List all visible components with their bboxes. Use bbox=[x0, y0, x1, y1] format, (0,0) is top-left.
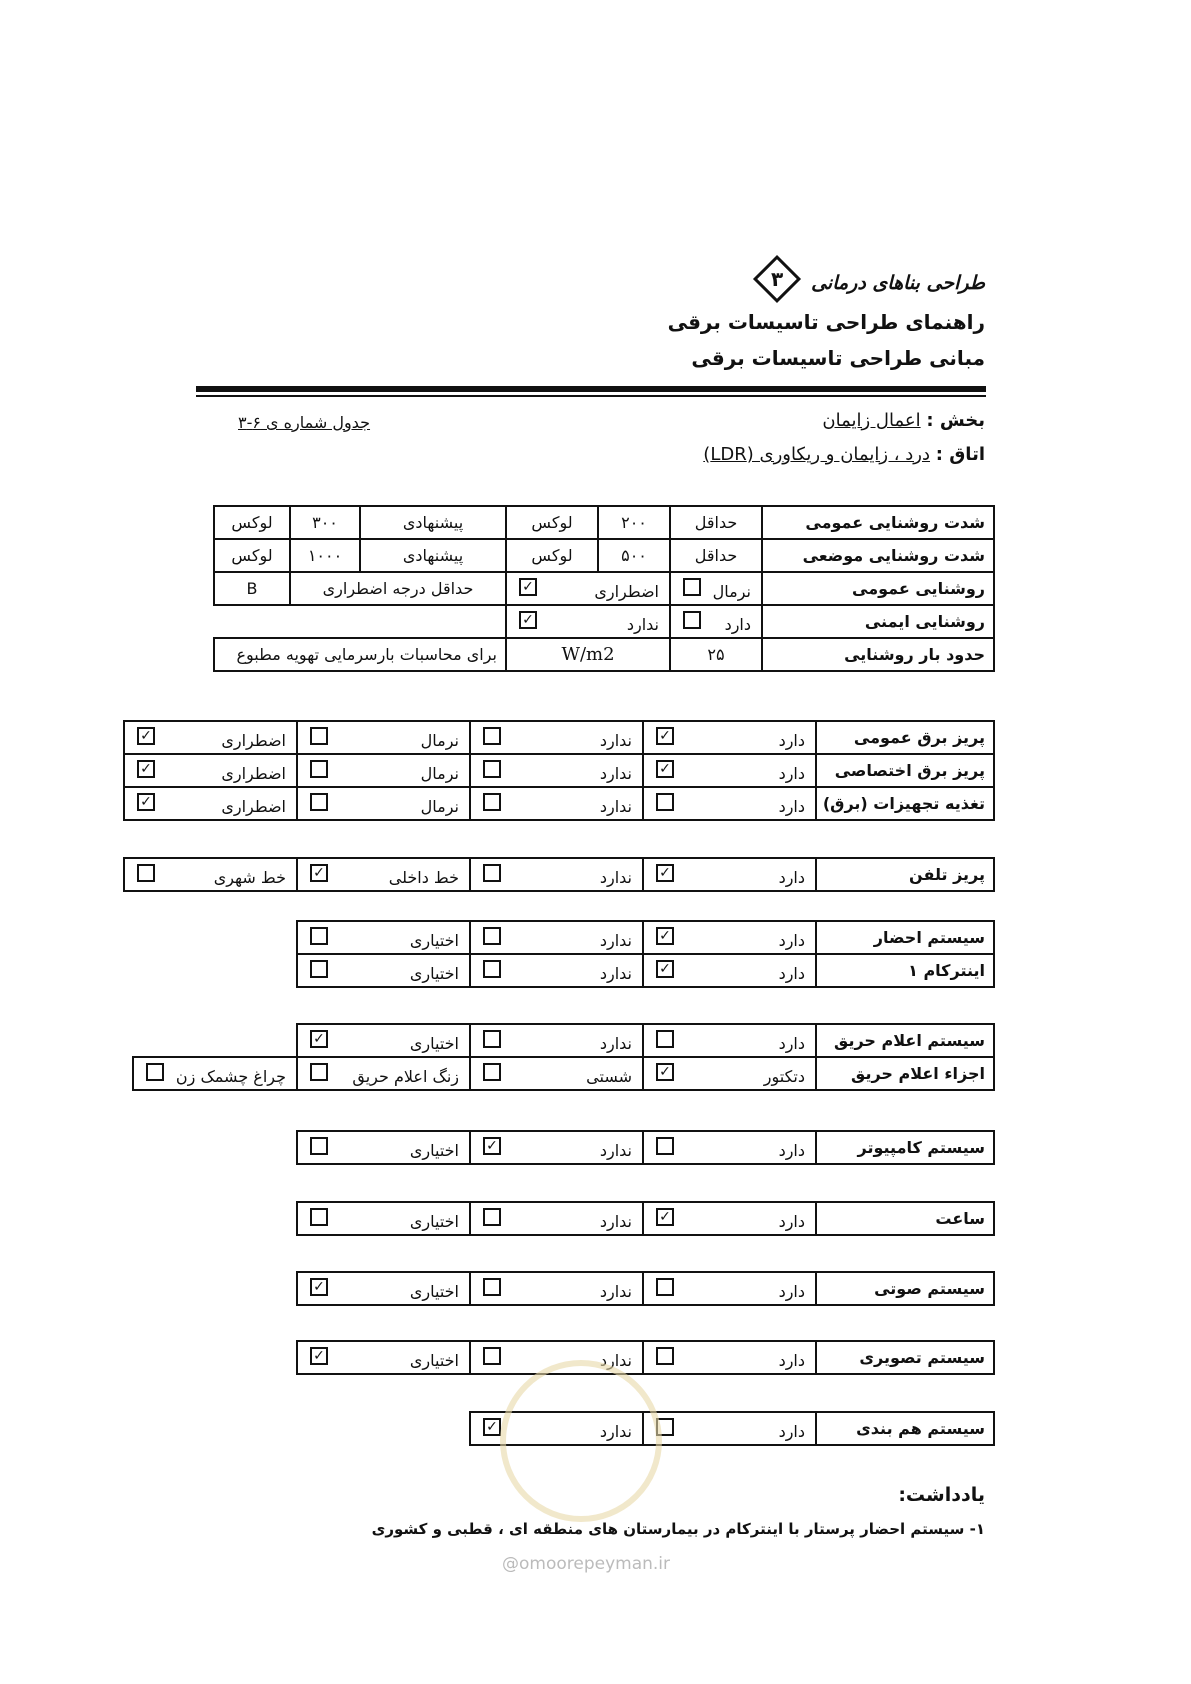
option-cell[interactable] bbox=[470, 858, 643, 891]
audio-table bbox=[296, 1271, 995, 1306]
form-row bbox=[297, 1202, 994, 1235]
checkbox[interactable] bbox=[483, 960, 501, 978]
option-cell[interactable] bbox=[470, 1202, 643, 1235]
option-label: زنگ اعلام حریق bbox=[352, 1067, 459, 1086]
checkbox[interactable] bbox=[683, 578, 701, 596]
checkbox[interactable] bbox=[310, 1208, 328, 1226]
rec-unit: لوکس bbox=[214, 506, 290, 539]
checkbox[interactable]: ✓ bbox=[483, 1418, 501, 1436]
option-label: دارد bbox=[778, 1282, 805, 1301]
section-value: اعمال زایمان bbox=[822, 410, 921, 431]
power-table bbox=[123, 720, 995, 821]
form-row bbox=[297, 954, 994, 987]
checkbox[interactable] bbox=[483, 1278, 501, 1296]
option-label: اختیاری bbox=[409, 931, 459, 950]
checkbox[interactable] bbox=[137, 864, 155, 882]
checkbox[interactable] bbox=[483, 793, 501, 811]
row-label: سیستم اعلام حریق bbox=[816, 1024, 994, 1057]
general-lighting-row bbox=[214, 572, 994, 605]
option-label: اختیاری bbox=[409, 1034, 459, 1053]
option-label: ندارد bbox=[599, 764, 632, 783]
checkbox[interactable]: ✓ bbox=[137, 760, 155, 778]
option-cell[interactable] bbox=[643, 1057, 816, 1090]
option-cell[interactable] bbox=[643, 1131, 816, 1164]
checkbox[interactable] bbox=[310, 793, 328, 811]
guide-title: راهنمای طراحی تاسیسات برقی bbox=[667, 310, 985, 334]
empty-cell bbox=[133, 1024, 297, 1057]
watermark-text: @omoorepeyman.ir bbox=[502, 1554, 671, 1574]
rec-label: پیشنهادی bbox=[360, 506, 506, 539]
option-label: اضطراری bbox=[221, 731, 286, 750]
option-cell[interactable] bbox=[297, 1341, 470, 1374]
min-unit: لوکس bbox=[506, 506, 598, 539]
option-label: دارد bbox=[778, 764, 805, 783]
option-cell[interactable] bbox=[470, 921, 643, 954]
empty-cell bbox=[214, 605, 506, 638]
option-cell[interactable] bbox=[643, 1024, 816, 1057]
form-row bbox=[133, 1024, 994, 1057]
option-label: دارد bbox=[778, 868, 805, 887]
option-label: ندارد bbox=[599, 1422, 632, 1441]
local-intensity-row bbox=[214, 539, 994, 572]
option-cell[interactable] bbox=[297, 721, 470, 754]
volume-badge: ۳ bbox=[753, 255, 801, 303]
row-label: اینترکام ۱ bbox=[816, 954, 994, 987]
row-label: سیستم صوتی bbox=[816, 1272, 994, 1305]
checkbox[interactable] bbox=[483, 1347, 501, 1365]
checkbox[interactable]: ✓ bbox=[656, 927, 674, 945]
option-label: نرمال bbox=[420, 797, 459, 816]
row-label: سیستم کامپیوتر bbox=[816, 1131, 994, 1164]
option-label: ندارد bbox=[599, 1282, 632, 1301]
header-rule bbox=[196, 386, 986, 392]
option-label: دارد bbox=[778, 1034, 805, 1053]
checkbox[interactable]: ✓ bbox=[310, 864, 328, 882]
form-row bbox=[297, 921, 994, 954]
form-row bbox=[124, 754, 994, 787]
option-cell[interactable] bbox=[297, 1272, 470, 1305]
option-cell[interactable] bbox=[124, 787, 297, 820]
notes-title: یادداشت: bbox=[898, 1484, 985, 1506]
general-intensity-row bbox=[214, 506, 994, 539]
checkbox[interactable] bbox=[310, 960, 328, 978]
rec-value: ۳۰۰ bbox=[290, 506, 360, 539]
row-label: ساعت bbox=[816, 1202, 994, 1235]
table-number: جدول شماره ی ۶-۳ bbox=[238, 413, 371, 432]
checkbox[interactable] bbox=[483, 1030, 501, 1048]
row-label: تغذیه تجهیزات (برق) bbox=[816, 787, 994, 820]
row-label: سیستم احضار bbox=[816, 921, 994, 954]
option-emergency[interactable]: اضطراری ✓ bbox=[506, 572, 670, 605]
row-label: پریز برق اختصاصی bbox=[816, 754, 994, 787]
min-value: ۲۰۰ bbox=[598, 506, 670, 539]
checkbox[interactable]: ✓ bbox=[310, 1030, 328, 1048]
load-limit-row bbox=[214, 638, 994, 671]
option-normal[interactable]: نرمال bbox=[670, 572, 762, 605]
checkbox[interactable]: ✓ bbox=[656, 1063, 674, 1081]
option-cell[interactable] bbox=[643, 754, 816, 787]
option-cell[interactable] bbox=[297, 1131, 470, 1164]
option-label: شستی bbox=[586, 1067, 632, 1086]
option-cell[interactable] bbox=[470, 754, 643, 787]
option-label: اختیاری bbox=[409, 964, 459, 983]
option-cell[interactable] bbox=[643, 721, 816, 754]
option-label: نرمال bbox=[420, 764, 459, 783]
option-cell[interactable] bbox=[470, 787, 643, 820]
option-cell[interactable] bbox=[643, 787, 816, 820]
option-label: اضطراری bbox=[221, 797, 286, 816]
option-cell[interactable] bbox=[470, 954, 643, 987]
option-label: دارد bbox=[778, 1141, 805, 1160]
checkbox[interactable]: ✓ bbox=[656, 727, 674, 745]
row-label: پریز برق عمومی bbox=[816, 721, 994, 754]
form-row bbox=[124, 721, 994, 754]
form-row bbox=[133, 1057, 994, 1090]
row-label: روشنایی عمومی bbox=[762, 572, 994, 605]
option-cell[interactable] bbox=[297, 787, 470, 820]
checkbox[interactable] bbox=[310, 1137, 328, 1155]
option-label: اختیاری bbox=[409, 1351, 459, 1370]
option-cell[interactable] bbox=[124, 721, 297, 754]
clock-table bbox=[296, 1201, 995, 1236]
nurse-call-table bbox=[296, 920, 995, 988]
option-label: دارد bbox=[778, 931, 805, 950]
option-cell[interactable] bbox=[643, 1272, 816, 1305]
row-label: شدت روشنایی عمومی bbox=[762, 506, 994, 539]
option-cell[interactable] bbox=[643, 1202, 816, 1235]
checkbox[interactable] bbox=[483, 1208, 501, 1226]
option-label: اضطراری bbox=[221, 764, 286, 783]
safety-lighting-row bbox=[214, 605, 994, 638]
checkbox[interactable] bbox=[310, 727, 328, 745]
checkbox[interactable] bbox=[656, 1347, 674, 1365]
option-yes[interactable]: دارد bbox=[670, 605, 762, 638]
min-value: ۵۰۰ bbox=[598, 539, 670, 572]
option-label: خط شهری bbox=[213, 868, 286, 887]
checkbox[interactable] bbox=[483, 927, 501, 945]
checkbox[interactable] bbox=[483, 727, 501, 745]
form-row bbox=[297, 1341, 994, 1374]
option-label: دتکتور bbox=[763, 1067, 805, 1086]
option-cell[interactable] bbox=[470, 1024, 643, 1057]
checkbox[interactable] bbox=[483, 760, 501, 778]
row-label: سیستم تصویری bbox=[816, 1341, 994, 1374]
checkbox[interactable] bbox=[483, 864, 501, 882]
option-cell[interactable] bbox=[470, 1272, 643, 1305]
option-label: دارد bbox=[778, 1212, 805, 1231]
section-label: بخش : bbox=[926, 410, 985, 431]
checkbox[interactable] bbox=[656, 1278, 674, 1296]
row-label: شدت روشنایی موضعی bbox=[762, 539, 994, 572]
option-cell[interactable] bbox=[297, 954, 470, 987]
load-note: برای محاسبات بارسرمایی تهویه مطبوع bbox=[214, 638, 506, 671]
form-row bbox=[297, 1131, 994, 1164]
option-label: ندارد bbox=[599, 797, 632, 816]
note-item-1: ۱- سیستم احضار پرستار با اینترکام در بیمارستان های منطقه ای ، قطبی و کشوری bbox=[371, 1520, 985, 1538]
checkbox[interactable]: ✓ bbox=[656, 1208, 674, 1226]
checkbox[interactable]: ✓ bbox=[310, 1278, 328, 1296]
row-label: روشنایی ایمنی bbox=[762, 605, 994, 638]
option-label: ندارد bbox=[599, 1351, 632, 1370]
checkbox[interactable] bbox=[483, 1063, 501, 1081]
watermark-seal bbox=[500, 1360, 662, 1522]
option-label: ندارد bbox=[599, 1212, 632, 1231]
chapter-title: مبانی طراحی تاسیسات برقی bbox=[691, 346, 985, 370]
book-title: طراحی بناهای درمانی bbox=[811, 272, 985, 294]
checkbox[interactable]: ✓ bbox=[519, 611, 537, 629]
option-label: دارد bbox=[778, 1422, 805, 1441]
min-label: حداقل bbox=[670, 506, 762, 539]
checkbox[interactable]: ✓ bbox=[137, 793, 155, 811]
checkbox[interactable] bbox=[310, 1063, 328, 1081]
checkbox[interactable] bbox=[683, 611, 701, 629]
rec-label: پیشنهادی bbox=[360, 539, 506, 572]
option-cell[interactable] bbox=[643, 858, 816, 891]
checkbox[interactable] bbox=[310, 760, 328, 778]
option-cell[interactable] bbox=[297, 921, 470, 954]
checkbox[interactable]: ✓ bbox=[656, 864, 674, 882]
checkbox[interactable]: ✓ bbox=[483, 1137, 501, 1155]
option-no[interactable]: ندارد ✓ bbox=[506, 605, 670, 638]
option-label: دارد bbox=[778, 964, 805, 983]
option-cell[interactable] bbox=[297, 858, 470, 891]
option-label: اختیاری bbox=[409, 1212, 459, 1231]
rec-unit: لوکس bbox=[214, 539, 290, 572]
checkbox[interactable] bbox=[656, 1137, 674, 1155]
option-label: ندارد bbox=[599, 931, 632, 950]
option-label: ندارد bbox=[599, 1034, 632, 1053]
lighting-table bbox=[213, 505, 995, 672]
option-cell[interactable] bbox=[643, 1341, 816, 1374]
option-cell[interactable] bbox=[470, 721, 643, 754]
section-line bbox=[822, 410, 985, 431]
option-label: نرمال bbox=[420, 731, 459, 750]
form-row bbox=[124, 858, 994, 891]
option-label: ندارد bbox=[599, 1141, 632, 1160]
min-grade-label: حداقل درجه اضطراری bbox=[290, 572, 506, 605]
option-cell[interactable] bbox=[643, 954, 816, 987]
min-unit: لوکس bbox=[506, 539, 598, 572]
option-cell[interactable] bbox=[133, 1057, 297, 1090]
option-label: اختیاری bbox=[409, 1282, 459, 1301]
row-label: سیستم هم بندی bbox=[816, 1412, 994, 1445]
option-label: چراغ چشمک زن bbox=[175, 1067, 286, 1086]
checkbox[interactable] bbox=[310, 927, 328, 945]
fire-alarm-table bbox=[132, 1023, 995, 1091]
option-cell[interactable] bbox=[643, 1412, 816, 1445]
room-label: اتاق : bbox=[935, 444, 985, 465]
option-cell[interactable] bbox=[297, 754, 470, 787]
checkbox[interactable]: ✓ bbox=[656, 760, 674, 778]
option-label: ندارد bbox=[599, 868, 632, 887]
form-row bbox=[297, 1272, 994, 1305]
checkbox[interactable]: ✓ bbox=[310, 1347, 328, 1365]
option-cell[interactable] bbox=[643, 921, 816, 954]
option-cell[interactable] bbox=[297, 1202, 470, 1235]
option-cell[interactable] bbox=[470, 1057, 643, 1090]
option-label: دارد bbox=[778, 731, 805, 750]
checkbox[interactable] bbox=[656, 793, 674, 811]
min-grade-value: B bbox=[214, 572, 290, 605]
option-cell[interactable] bbox=[297, 1057, 470, 1090]
room-value: درد ، زایمان و ریکاوری (LDR) bbox=[703, 444, 931, 465]
checkbox[interactable]: ✓ bbox=[656, 960, 674, 978]
computer-table bbox=[296, 1130, 995, 1165]
option-cell[interactable] bbox=[124, 858, 297, 891]
option-cell[interactable] bbox=[297, 1024, 470, 1057]
checkbox[interactable]: ✓ bbox=[519, 578, 537, 596]
option-cell[interactable] bbox=[470, 1131, 643, 1164]
option-cell[interactable] bbox=[124, 754, 297, 787]
load-value: ۲۵ bbox=[670, 638, 762, 671]
option-label: اختیاری bbox=[409, 1141, 459, 1160]
option-label: دارد bbox=[778, 797, 805, 816]
option-label: خط داخلی bbox=[388, 868, 459, 887]
rec-value: ۱۰۰۰ bbox=[290, 539, 360, 572]
room-line bbox=[703, 444, 985, 465]
option-label: ندارد bbox=[599, 731, 632, 750]
row-label: اجزاء اعلام حریق bbox=[816, 1057, 994, 1090]
row-label: حدود بار روشنایی bbox=[762, 638, 994, 671]
phone-table bbox=[123, 857, 995, 892]
video-table bbox=[296, 1340, 995, 1375]
checkbox[interactable] bbox=[656, 1030, 674, 1048]
min-label: حداقل bbox=[670, 539, 762, 572]
header-rule-thin bbox=[196, 395, 986, 397]
checkbox[interactable] bbox=[146, 1063, 164, 1081]
load-unit: W/m2 bbox=[506, 638, 670, 671]
checkbox[interactable]: ✓ bbox=[137, 727, 155, 745]
form-row bbox=[124, 787, 994, 820]
option-label: ندارد bbox=[599, 964, 632, 983]
row-label: پریز تلفن bbox=[816, 858, 994, 891]
option-label: دارد bbox=[778, 1351, 805, 1370]
